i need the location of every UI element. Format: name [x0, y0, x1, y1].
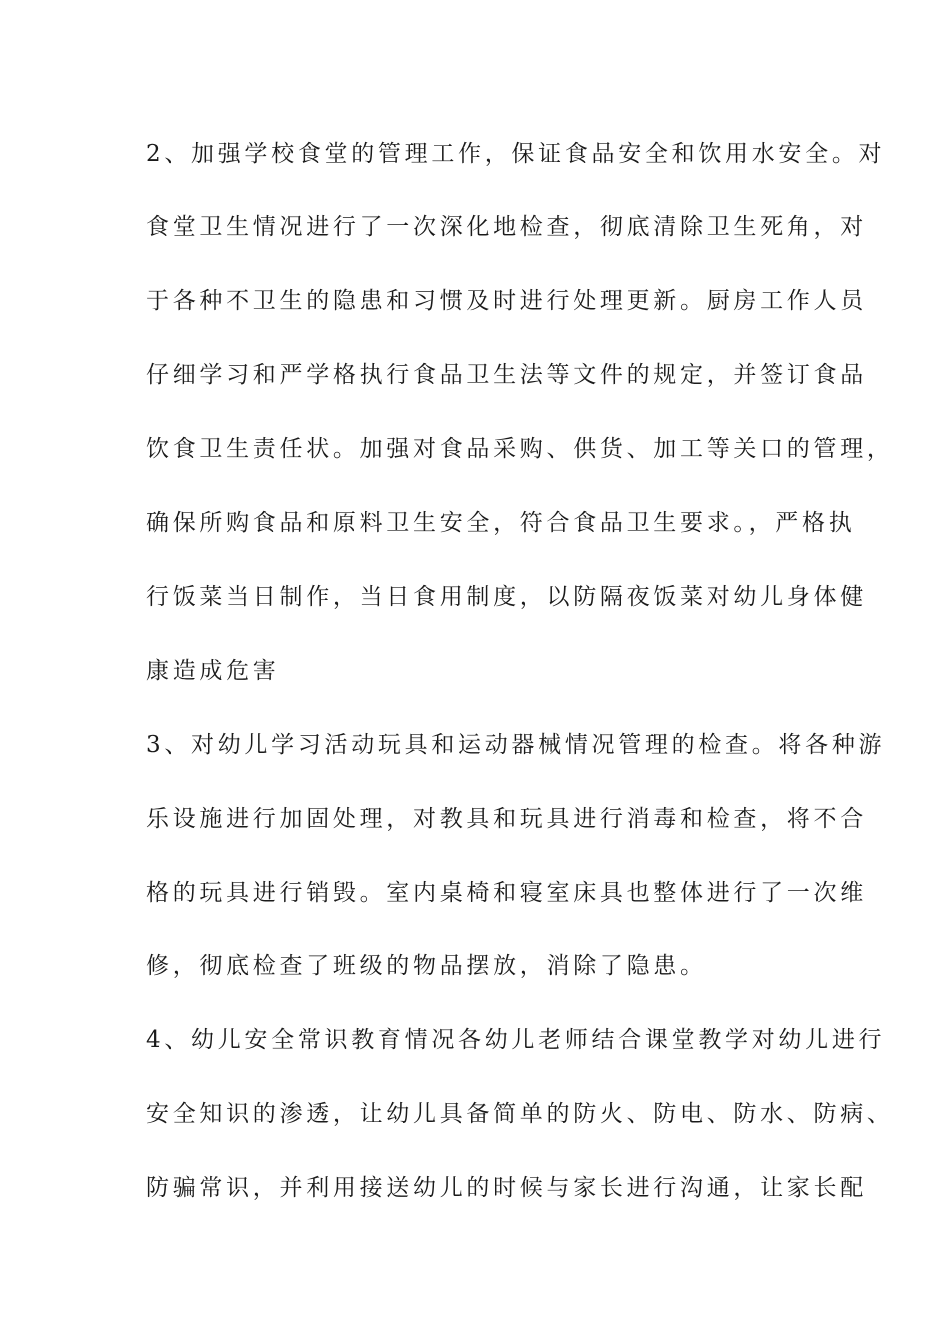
text-line-12: 修，彻底检查了班级的物品摆放，消除了隐患。 — [146, 953, 707, 979]
text-line-1: 2、加强学校食堂的管理工作，保证食品安全和饮用水安全。对 — [146, 141, 886, 167]
text-line-14: 安全知识的渗透，让幼儿具备简单的防火、防电、防水、防病、 — [146, 1101, 894, 1127]
text-line-11: 格的玩具进行销毁。室内桌椅和寝室床具也整体进行了一次维 — [146, 880, 867, 906]
text-line-9: 3、对幼儿学习活动玩具和运动器械情况管理的检查。将各种游 — [146, 732, 886, 758]
text-line-2: 食堂卫生情况进行了一次深化地检查，彻底清除卫生死角，对 — [146, 214, 867, 240]
text-line-7: 行饭菜当日制作，当日食用制度，以防隔夜饭菜对幼儿身体健 — [146, 584, 867, 610]
text-line-4: 仔细学习和严学格执行食品卫生法等文件的规定，并签订食品 — [146, 362, 867, 388]
text-line-10: 乐设施进行加固处理，对教具和玩具进行消毒和检查，将不合 — [146, 806, 867, 832]
text-line-8: 康造成危害 — [146, 658, 280, 684]
text-line-3: 于各种不卫生的隐患和习惯及时进行处理更新。厨房工作人员 — [146, 288, 867, 314]
text-line-6: 确保所购食品和原料卫生安全，符合食品卫生要求。，严格执 — [146, 510, 856, 536]
text-line-13: 4、幼儿安全常识教育情况各幼儿老师结合课堂教学对幼儿进行 — [146, 1027, 886, 1053]
text-line-5: 饮食卫生责任状。加强对食品采购、供货、加工等关口的管理， — [146, 436, 894, 462]
text-line-15: 防骗常识，并利用接送幼儿的时候与家长进行沟通，让家长配 — [146, 1175, 867, 1201]
